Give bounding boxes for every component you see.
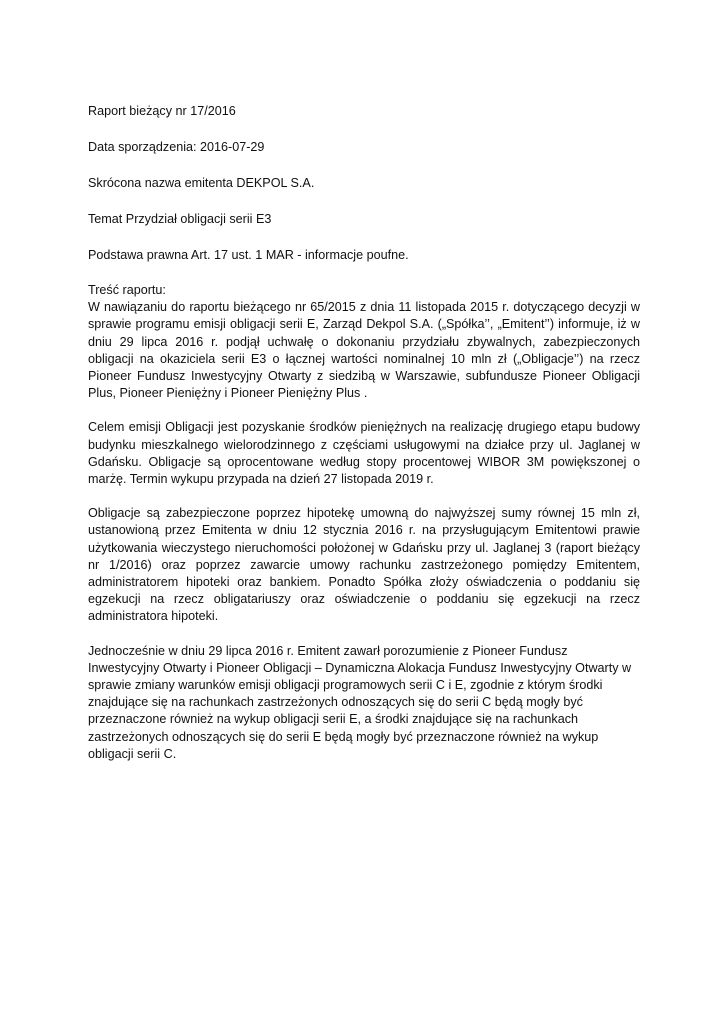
paragraph-purpose: Celem emisji Obligacji jest pozyskanie środków pieniężnych na realizację drugiego etapu budowy budynku mieszkalnego wielorodzinnego z częściami usługowymi na działce przy ul. Jaglanej w Gdańsku. Obligacje są oprocentowane według stopy procentowej WIBOR 3M powiększonej o marżę. Termin wykupu przypada na dzień 27 listopada 2019 r. (88, 420, 640, 487)
spacer (88, 264, 640, 282)
issuer-name: Skrócona nazwa emitenta DEKPOL S.A. (88, 176, 315, 190)
spacer (88, 488, 640, 505)
paragraph-allotment: W nawiązaniu do raportu bieżącego nr 65/2015 z dnia 11 listopada 2015 r. dotyczącego decyzji w sprawie programu emisji obligacji serii E, Zarząd Dekpol S.A. („Spółka’’, „Emitent’’) informuje, iż w dniu 29 lipca 2016 r. podjął uchwałę o dokonaniu przydziału zbywalnych, zabezpieczonych obligacji na okaziciela serii E3 o łącznej wartości nominalnej 10 mln zł („Obligacje’’) na rzecz Pioneer Fundusz Inwestycyjny Otwarty z siedzibą w Warszawie, subfundusze Pioneer Obligacji Plus, Pioneer Pieniężny i Pioneer Pieniężny Plus . (88, 300, 640, 401)
document-page (88, 102, 640, 763)
paragraph-security: Obligacje są zabezpieczone poprzez hipotekę umowną do najwyższej sumy równej 15 mln zł, ustanowioną przez Emitenta w dniu 12 stycznia 2016 r. na przysługującym Emitentowi prawie użytkowania wieczystego nieruchomości położonej w Gdańsku przy ul. Jaglanej 3 (raport bieżący nr 1/2016) oraz poprzez zawarcie umowy rachunku zastrzeżonego pomiędzy Emitentem, administratorem hipoteki oraz bankiem. Ponadto Spółka złoży oświadczenia o poddaniu się egzekucji na rzecz obligatariuszy oraz oświadczenie o poddaniu się egzekucji na rzecz administratora hipoteki. (88, 506, 640, 624)
report-subject: Temat Przydział obligacji serii E3 (88, 212, 272, 226)
legal-basis: Podstawa prawna Art. 17 ust. 1 MAR - informacje poufne. (88, 248, 409, 262)
spacer (88, 192, 640, 210)
preparation-date: Data sporządzenia: 2016-07-29 (88, 140, 265, 154)
spacer (88, 156, 640, 174)
paragraph-agreement: Jednocześnie w dniu 29 lipca 2016 r. Emitent zawarł porozumienie z Pioneer Fundusz Inwestycyjny Otwarty i Pioneer Obligacji – Dynamiczna Alokacja Fundusz Inwestycyjny Otwarty w sprawie zmiany warunków emisji obligacji programowych serii C i E, zgodnie z którym środki znajdujące się na rachunkach zastrzeżonych odnoszących się do serii C będą mogły być przeznaczone również na wykup obligacji serii E, a środki znajdujące się na rachunkach zastrzeżonych odnoszących się do serii E będą mogły być przeznaczone również na wykup obligacji serii C. (88, 643, 632, 761)
spacer (88, 228, 640, 246)
report-number: Raport bieżący nr 17/2016 (88, 104, 236, 118)
spacer (88, 402, 640, 419)
spacer (88, 120, 640, 138)
content-label: Treść raportu: (88, 283, 166, 297)
spacer (88, 626, 640, 643)
